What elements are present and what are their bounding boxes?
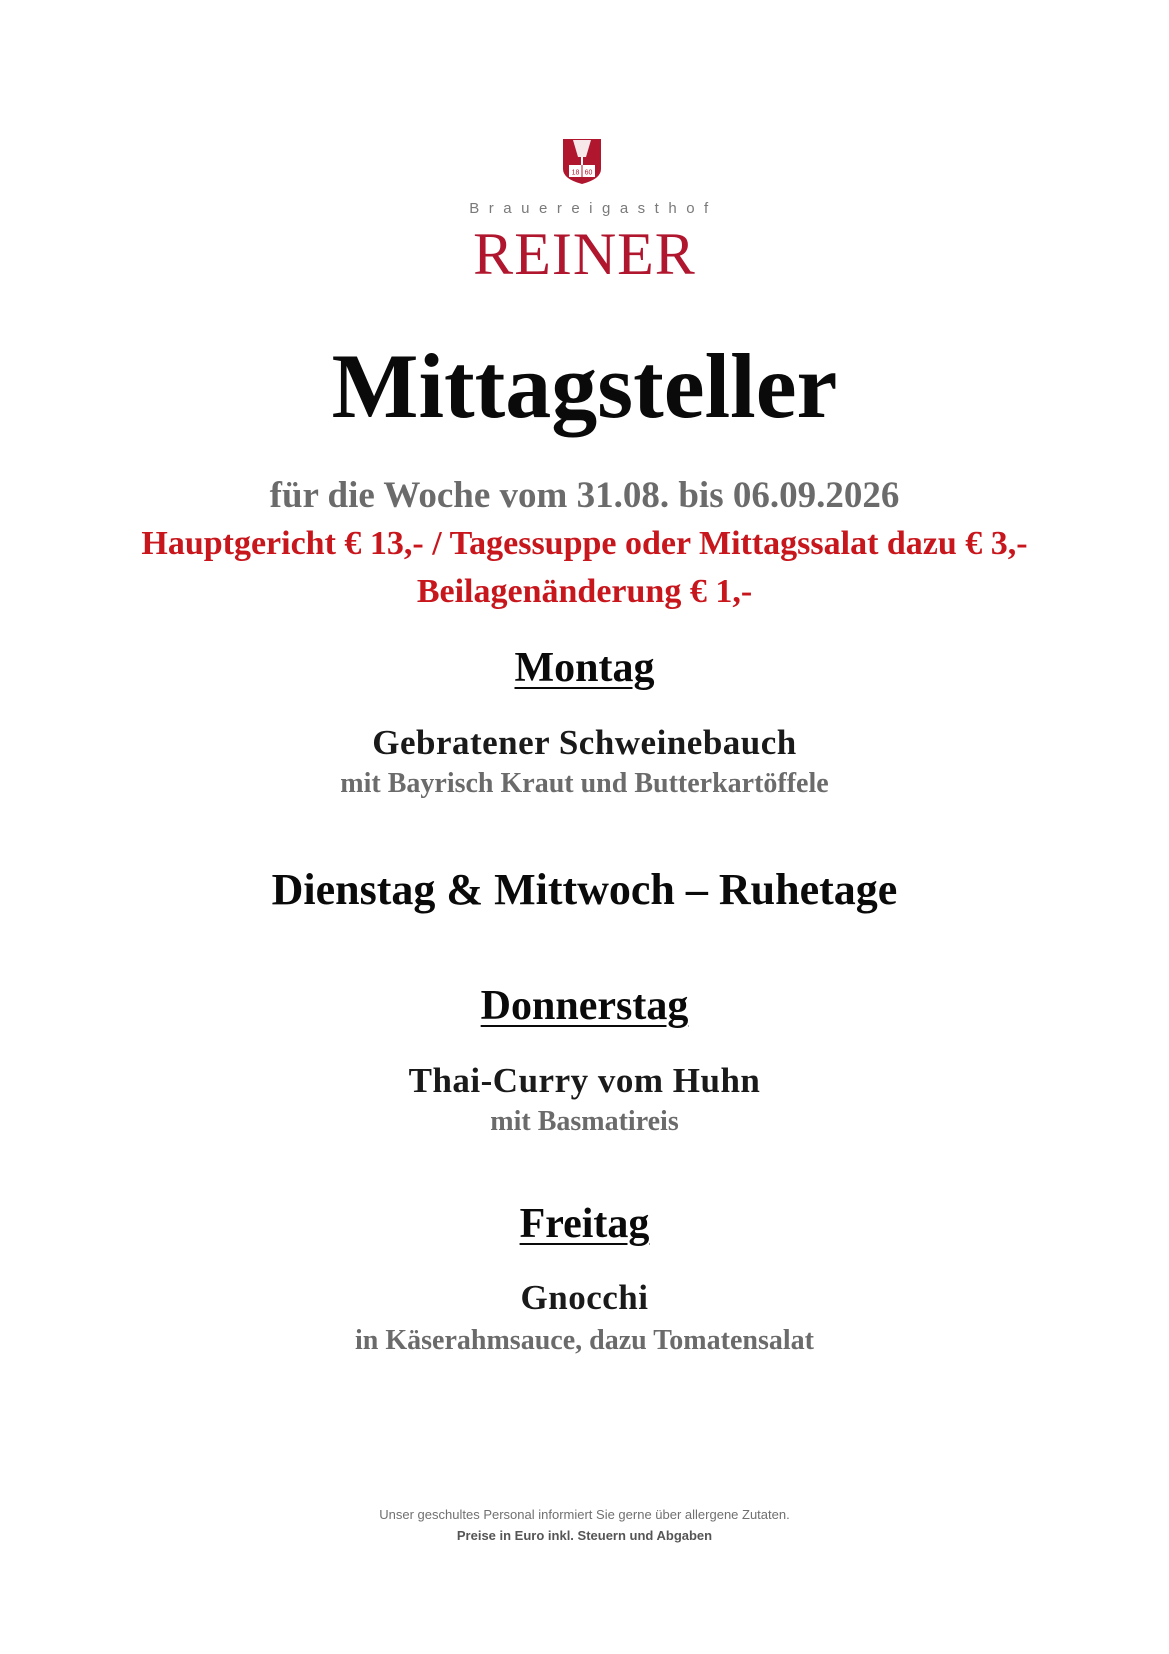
svg-text:18: 18 <box>571 169 580 177</box>
dish-monday: Gebratener Schweinebauch <box>372 723 797 762</box>
week-range: für die Woche vom 31.08. bis 06.09.2026 <box>269 475 900 516</box>
side-monday: mit Bayrisch Kraut und Butterkartöffele <box>340 768 829 799</box>
dish-friday: Gnocchi <box>520 1278 649 1317</box>
price-main: Hauptgericht € 13,- / Tagessuppe oder Mittagssalat dazu € 3,- <box>141 525 1028 562</box>
day-thursday-heading: Donnerstag <box>480 983 689 1029</box>
logo-subtitle: Brauereigasthof <box>469 200 718 217</box>
brewery-emblem-icon <box>560 137 604 185</box>
svg-text:60: 60 <box>584 169 593 177</box>
logo-name: REINER <box>473 221 696 287</box>
price-note: Preise in Euro inkl. Steuern und Abgaben <box>456 1528 713 1543</box>
day-monday-heading: Montag <box>514 645 655 691</box>
page-title: Mittagsteller <box>331 335 838 437</box>
price-side-change: Beilagenänderung € 1,- <box>416 573 753 610</box>
day-friday-heading: Freitag <box>519 1201 650 1247</box>
allergen-note: Unser geschultes Personal informiert Sie gerne über allergene Zutaten. <box>379 1507 790 1522</box>
dish-thursday: Thai-Curry vom Huhn <box>408 1061 761 1100</box>
side-friday: in Käserahmsauce, dazu Tomatensalat <box>355 1325 814 1356</box>
rest-days-heading: Dienstag & Mittwoch – Ruhetage <box>271 865 898 914</box>
side-thursday: mit Basmatireis <box>490 1106 679 1137</box>
